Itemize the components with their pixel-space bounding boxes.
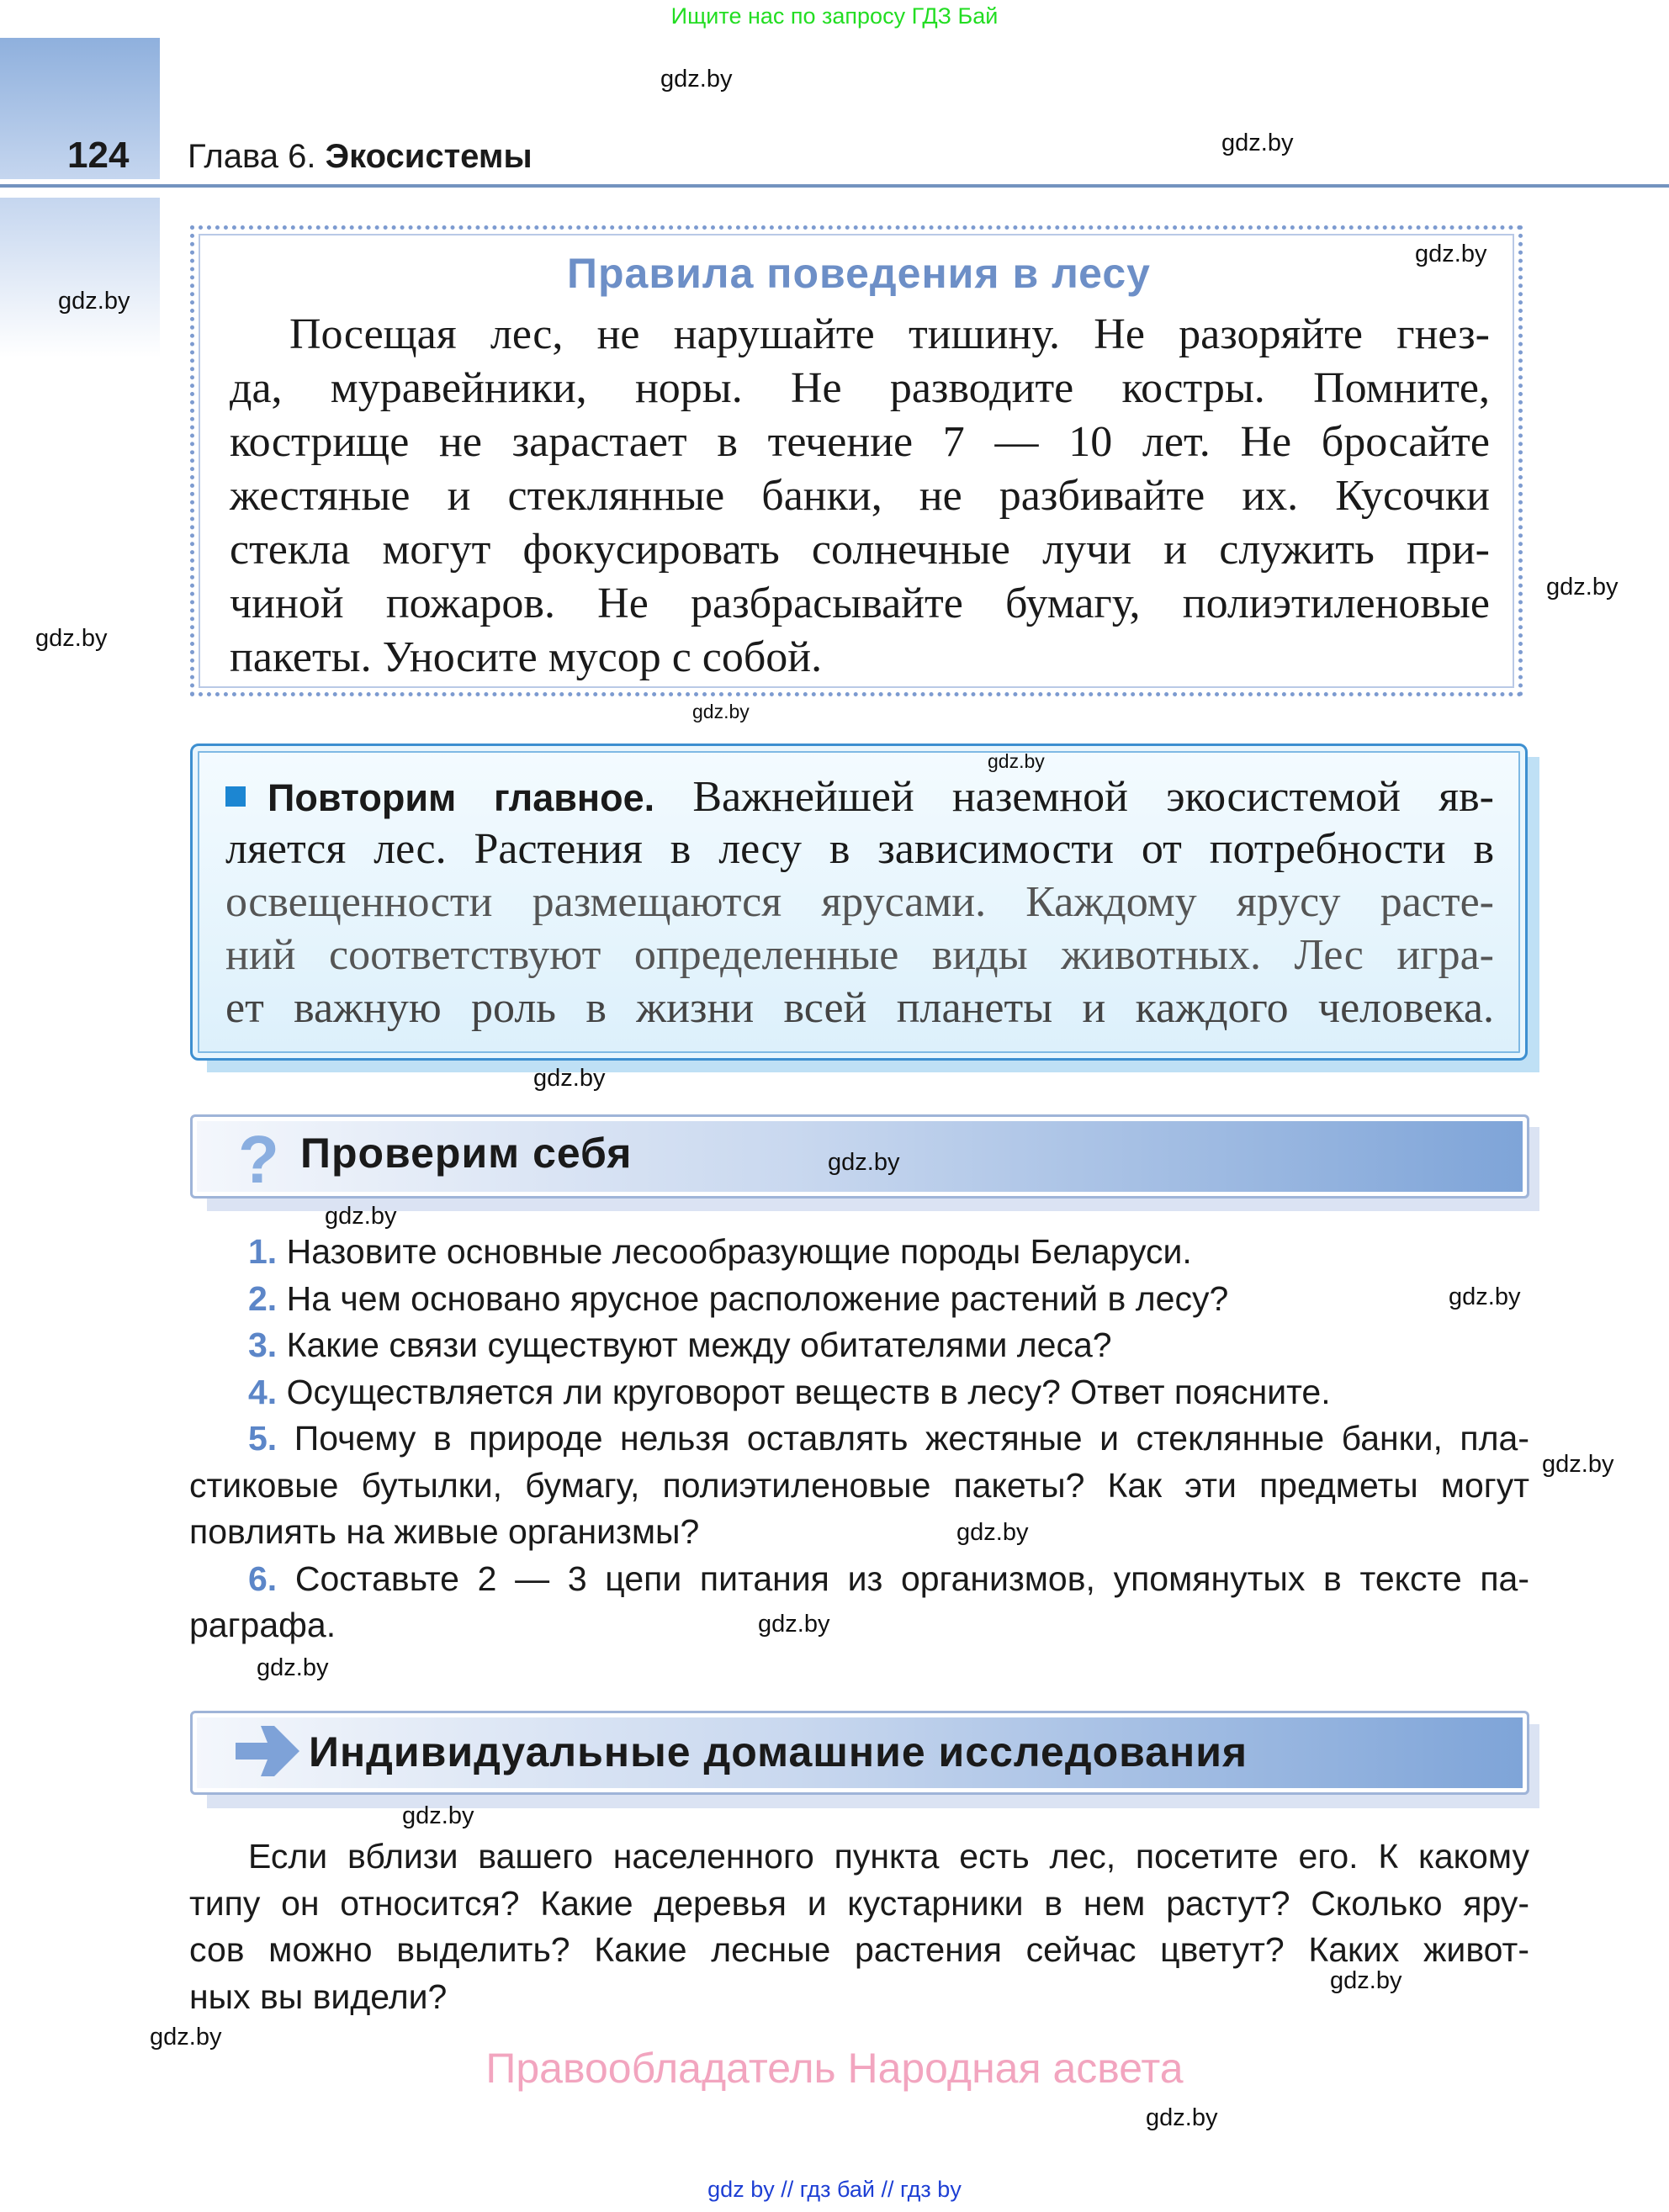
question-line	[248, 1232, 1192, 1272]
summary-heading: Повторим главное.	[268, 776, 655, 819]
watermark: gdz.by	[1330, 1967, 1402, 1994]
rules-line: чиной пожаров. Не разбрасывайте бумагу, полиэтиленовые	[230, 579, 1490, 627]
question-number: 1.	[248, 1232, 278, 1271]
question-line	[189, 1606, 336, 1645]
rules-line: да, муравейники, норы. Не разводите костры. Помните,	[230, 364, 1490, 412]
footer-link[interactable]: гдз by	[900, 2177, 962, 2202]
watermark: gdz.by	[1449, 1283, 1521, 1310]
summary-line: освещенности размещаются ярусами. Каждому ярусу расте-	[225, 878, 1494, 926]
square-bullet-icon	[225, 786, 246, 807]
question-line	[189, 1466, 1529, 1506]
watermark: gdz.by	[533, 1065, 606, 1092]
watermark: gdz.by	[150, 2024, 222, 2051]
watermark: gdz.by	[828, 1149, 900, 1176]
rules-line: Посещая лес, не нарушайте тишину. Не разоряйте гнез-	[289, 310, 1490, 358]
research-title: Индивидуальные домашние исследования	[309, 1728, 1248, 1775]
watermark: gdz.by	[956, 1519, 1029, 1546]
arrow-right-icon	[236, 1726, 299, 1776]
watermark: gdz.by	[35, 625, 108, 652]
question-line	[248, 1326, 1112, 1365]
watermark: gdz.by	[1542, 1451, 1614, 1478]
footer-link[interactable]: гдз бай	[799, 2177, 875, 2202]
summary-line: ляется лес. Растения в лесу в зависимости от потребности в	[225, 825, 1494, 873]
question-text: стиковые бутылки, бумагу, полиэтиленовые пакеты? Как эти предметы могут	[189, 1465, 1529, 1505]
footer-separator: //	[781, 2177, 794, 2202]
question-number: 4.	[248, 1372, 278, 1411]
question-line	[248, 1279, 1228, 1319]
question-line	[189, 1512, 699, 1552]
watermark: gdz.by	[58, 288, 130, 315]
question-text: На чем основано ярусное расположение растений в лесу?	[286, 1278, 1229, 1318]
question-text: Осуществляется ли круговорот веществ в лесу? Ответ поясните.	[286, 1372, 1331, 1411]
question-text: Какие связи существуют между обитателями леса?	[286, 1326, 1112, 1364]
watermark: gdz.by	[988, 750, 1045, 772]
research-line: ных вы видели?	[189, 1977, 448, 2016]
rules-line: кострище не зарастает в течение 7 — 10 лет. Не бросайте	[230, 418, 1490, 466]
copyright-notice: Правообладатель Народная асвета	[485, 2045, 1184, 2092]
summary-first-line	[268, 772, 1494, 822]
question-line	[248, 1373, 1331, 1412]
watermark: gdz.by	[257, 1654, 329, 1681]
watermark: gdz.by	[1415, 241, 1487, 267]
research-line: Если вблизи вашего населенного пункта есть лес, посетите его. К какому	[248, 1837, 1529, 1876]
question-number: 3.	[248, 1326, 278, 1364]
page-number: 124	[67, 135, 130, 176]
summary-line: ет важную роль в жизни всей планеты и каждого человека.	[225, 984, 1494, 1032]
rules-line: пакеты. Уносите мусор с собой.	[230, 633, 823, 681]
chapter-heading	[188, 138, 532, 176]
footer-separator: //	[881, 2177, 894, 2202]
question-text: Назовите основные лесообразующие породы Беларуси.	[286, 1232, 1192, 1271]
research-line: сов можно выделить? Какие лесные растения сейчас цветут? Каких живот-	[189, 1930, 1529, 1969]
question-line	[248, 1419, 1529, 1458]
research-line: типу он относится? Какие деревья и кустарники в нем растут? Сколько яру-	[189, 1883, 1529, 1923]
question-number: 5.	[248, 1419, 278, 1458]
footer-links	[707, 2177, 962, 2203]
watermark: gdz.by	[660, 66, 733, 93]
chapter-prefix: Глава 6.	[188, 138, 316, 175]
footer-link[interactable]: gdz by	[707, 2177, 775, 2202]
question-line	[248, 1559, 1529, 1599]
summary-line: Важнейшей наземной экосистемой яв-	[692, 773, 1494, 821]
header-divider	[0, 184, 1669, 188]
watermark: gdz.by	[758, 1611, 830, 1638]
question-number: 6.	[248, 1558, 278, 1598]
rules-line: стекла могут фокусировать солнечные лучи и служить при-	[230, 526, 1490, 574]
rules-line: жестяные и стеклянные банки, не разбивайте их. Кусочки	[230, 472, 1490, 520]
watermark: gdz.by	[1546, 574, 1619, 601]
question-number: 2.	[248, 1278, 278, 1318]
watermark: gdz.by	[1221, 130, 1294, 156]
question-text: Составьте 2 — 3 цепи питания из организмов, упомянутых в тексте па-	[294, 1558, 1529, 1598]
question-text: Почему в природе нельзя оставлять жестяные и стеклянные банки, пла-	[294, 1419, 1529, 1458]
chapter-title: Экосистемы	[325, 138, 532, 175]
rules-title: Правила поведения в лесу	[567, 250, 1151, 297]
watermark: gdz.by	[692, 701, 750, 722]
self-check-title: Проверим себя	[300, 1130, 633, 1177]
page-tab-fade-decoration	[0, 198, 160, 357]
search-banner[interactable]: Ищите нас по запросу ГДЗ Бай	[670, 3, 999, 29]
watermark: gdz.by	[1146, 2104, 1218, 2131]
question-text: повлиять на живые организмы?	[189, 1512, 700, 1551]
question-text: раграфа.	[189, 1606, 336, 1644]
summary-line: ний соответствуют определенные виды животных. Лес игра-	[225, 931, 1494, 979]
watermark: gdz.by	[325, 1203, 397, 1230]
watermark: gdz.by	[402, 1802, 474, 1829]
question-mark-icon: ?	[238, 1122, 279, 1197]
